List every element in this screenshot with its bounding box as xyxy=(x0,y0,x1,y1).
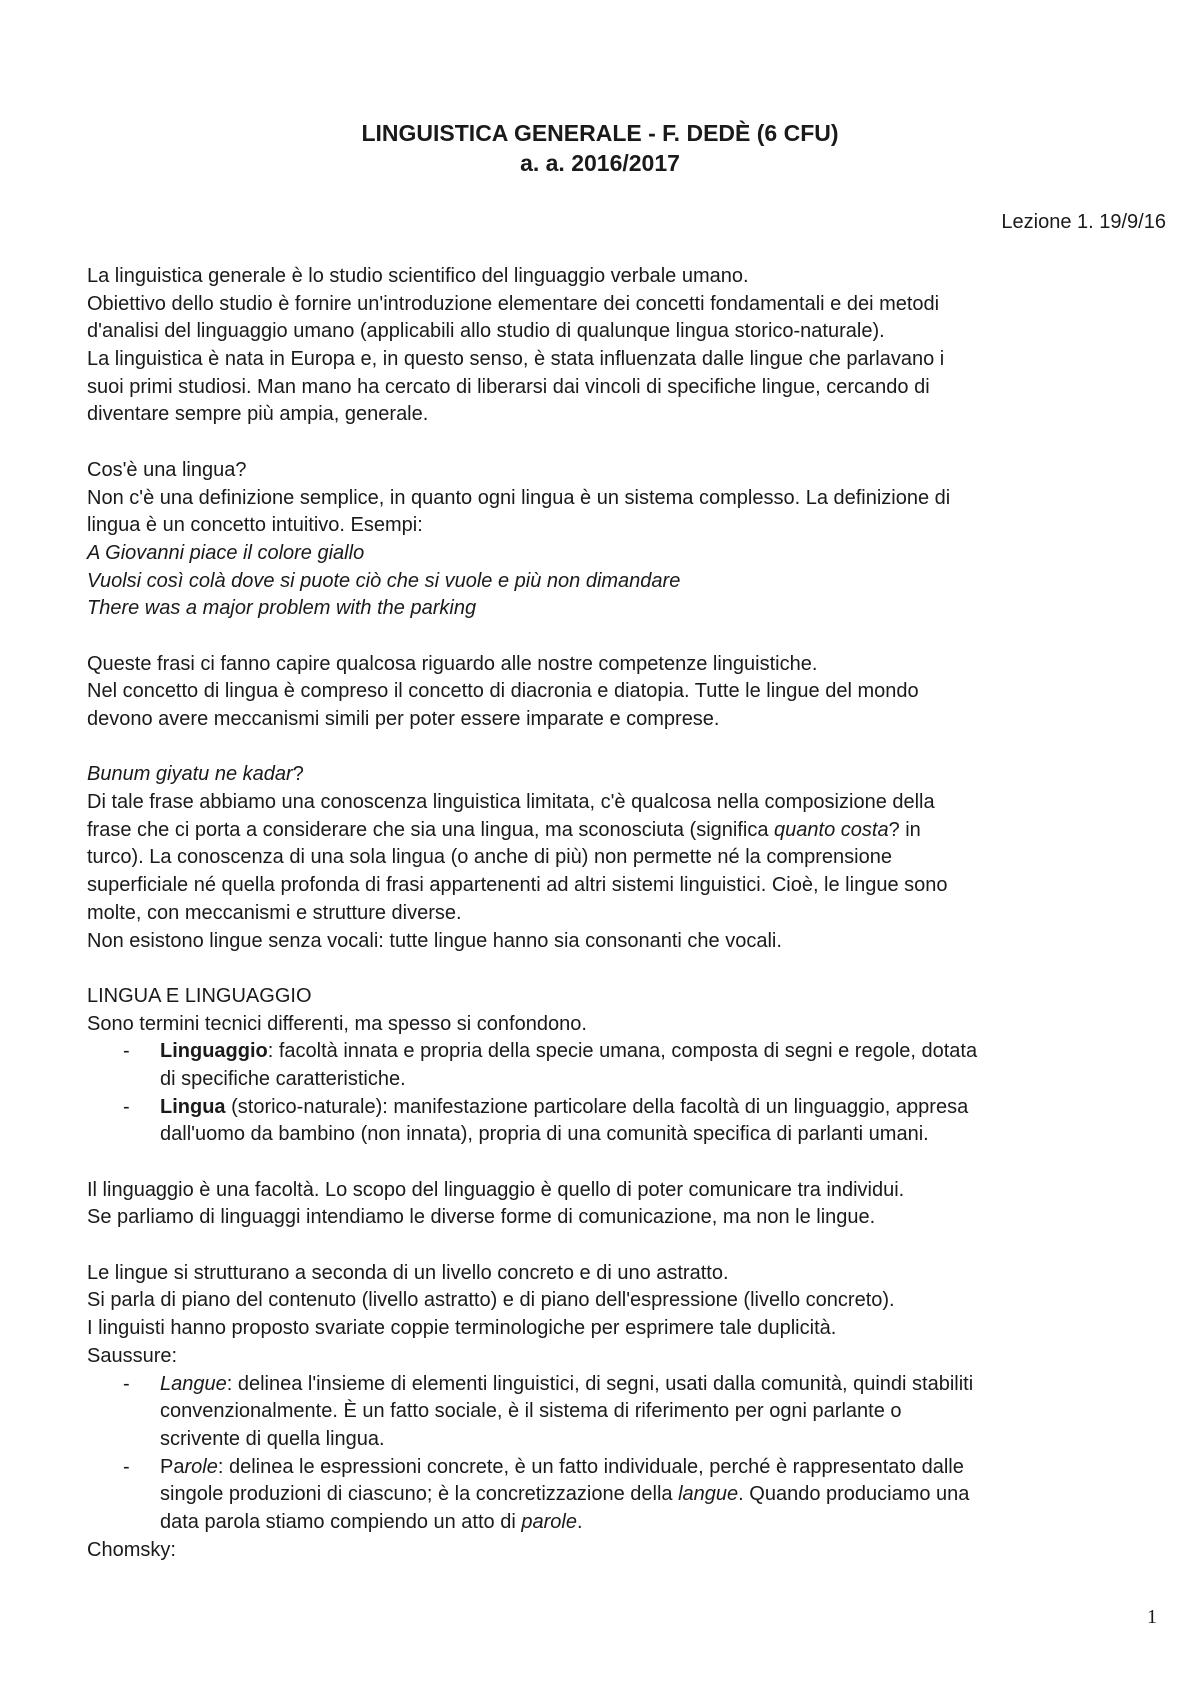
text-line: Non esistono lingue senza vocali: tutte lingue hanno sia consonanti che vocali. xyxy=(87,929,782,952)
academic-year: a. a. 2016/2017 xyxy=(520,150,680,176)
text-line: suoi primi studiosi. Man mano ha cercato di liberarsi dai vincoli di specifiche lingue, cercando di xyxy=(87,375,930,398)
text-line: lingua è un concetto intuitivo. Esempi: xyxy=(87,514,423,537)
lesson-date: Lezione 1. 19/9/16 xyxy=(1001,211,1166,233)
intro-paragraph xyxy=(87,263,1177,429)
bullet-continuation: dall'uomo da bambino (non innata), propria di una comunità specifica di parlanti umani. xyxy=(160,1123,929,1146)
text-line: Sono termini tecnici differenti, ma spesso si confondono. xyxy=(87,1012,587,1035)
text-line: Nel concetto di lingua è compreso il concetto di diacronia e diatopia. Tutte le lingue del mondo xyxy=(87,680,919,703)
term: Langue xyxy=(160,1372,227,1395)
facolta-paragraph xyxy=(87,1177,1177,1232)
dash-bullet: - xyxy=(123,1040,130,1063)
turco-paragraph xyxy=(87,761,1177,955)
text-line: diventare sempre più ampia, generale. xyxy=(87,403,429,426)
term: Linguaggio xyxy=(160,1040,268,1063)
document-body xyxy=(87,263,1177,1564)
turkish-example: Bunum giyatu ne kadar xyxy=(87,763,293,786)
example-sentence: A Giovanni piace il colore giallo xyxy=(87,541,365,564)
term: role xyxy=(184,1455,218,1478)
lingua-paragraph xyxy=(87,457,1177,623)
dash-bullet: - xyxy=(123,1455,130,1478)
text-line: La linguistica generale è lo studio scientifico del linguaggio verbale umano. xyxy=(87,265,749,287)
text-line: Di tale frase abbiamo una conoscenza linguistica limitata, c'è qualcosa nella composizione della xyxy=(87,791,935,814)
text-line: Chomsky: xyxy=(87,1538,176,1561)
text-line: devono avere meccanismi simili per poter essere imparate e comprese. xyxy=(87,708,720,730)
text-line: frase che ci porta a considerare che sia una lingua, ma sconosciuta (significa quanto costa? in xyxy=(87,818,921,841)
text-line: Saussure: xyxy=(87,1344,178,1367)
text-line: Obiettivo dello studio è fornire un'introduzione elementare dei concetti fondamentali e dei metodi xyxy=(87,292,940,315)
linguaggio-section xyxy=(87,983,1177,1149)
text-line: molte, con meccanismi e strutture diverse. xyxy=(87,901,462,924)
bullet-continuation: convenzionalmente. È un fatto sociale, è il sistema di riferimento per ogni parlante o xyxy=(160,1400,902,1423)
question-line: Cos'è una lingua? xyxy=(87,458,247,481)
text-line: Si parla di piano del contenuto (livello astratto) e di piano dell'espressione (livello concreto). xyxy=(87,1289,895,1312)
example-sentence: Vuolsi così colà dove si puote ciò che si vuole e più non dimandare xyxy=(87,569,681,592)
bullet-continuation: di specifiche caratteristiche. xyxy=(160,1067,406,1090)
text-line: turco). La conoscenza di una sola lingua (o anche di più) non permette né la comprensione xyxy=(87,846,892,869)
bullet-item: - Lingua (storico-naturale): manifestazione particolare della facoltà di un linguaggio, appresa xyxy=(87,1094,1177,1122)
bullet-continuation: singole produzioni di ciascuno; è la concretizzazione della langue. Quando produciamo una xyxy=(160,1483,970,1506)
text-line: Non c'è una definizione semplice, in quanto ogni lingua è un sistema complesso. La definizione di xyxy=(87,486,951,509)
saussure-section xyxy=(87,1260,1177,1565)
dash-bullet: - xyxy=(123,1372,130,1395)
example-sentence: There was a major problem with the parking xyxy=(87,597,477,620)
bullet-item: - Langue: delinea l'insieme di elementi linguistici, di segni, usati dalla comunità, quindi stabiliti xyxy=(87,1371,1177,1399)
term: Lingua xyxy=(160,1095,226,1118)
bullet-item: - Parole: delinea le espressioni concrete, è un fatto individuale, perché è rappresentato dalle xyxy=(87,1454,1177,1482)
text-line: d'analisi del linguaggio umano (applicabili allo studio di qualunque lingua storico-naturale). xyxy=(87,320,885,343)
bullet-continuation: data parola stiamo compiendo un atto di parole. xyxy=(160,1510,583,1533)
bullet-continuation: scrivente di quella lingua. xyxy=(160,1427,385,1450)
competenze-paragraph xyxy=(87,651,1177,734)
text-line: Queste frasi ci fanno capire qualcosa riguardo alle nostre competenze linguistiche. xyxy=(87,652,818,675)
page-number: 1 xyxy=(1147,1606,1157,1628)
text-line: I linguisti hanno proposto svariate coppie terminologiche per esprimere tale duplicità. xyxy=(87,1317,837,1340)
text-line: Il linguaggio è una facoltà. Lo scopo del linguaggio è quello di poter comunicare tra individui. xyxy=(87,1178,905,1201)
text-line: La linguistica è nata in Europa e, in questo senso, è stata influenzata dalle lingue che parlavano i xyxy=(87,348,945,371)
text-line: superficiale né quella profonda di frasi appartenenti ad altri sistemi linguistici. Cioè, le lingue sono xyxy=(87,874,948,897)
document-title: LINGUISTICA GENERALE - F. DEDÈ (6 CFU) xyxy=(361,120,839,146)
text-line: Se parliamo di linguaggi intendiamo le diverse forme di comunicazione, ma non le lingue. xyxy=(87,1206,876,1229)
dash-bullet: - xyxy=(123,1095,130,1118)
example-line: Bunum giyatu ne kadar? xyxy=(87,763,304,786)
section-heading: LINGUA E LINGUAGGIO xyxy=(87,984,312,1007)
text-line: Le lingue si strutturano a seconda di un livello concreto e di uno astratto. xyxy=(87,1261,729,1284)
bullet-item: - Linguaggio: facoltà innata e propria della specie umana, composta di segni e regole, dotata xyxy=(87,1038,1177,1066)
